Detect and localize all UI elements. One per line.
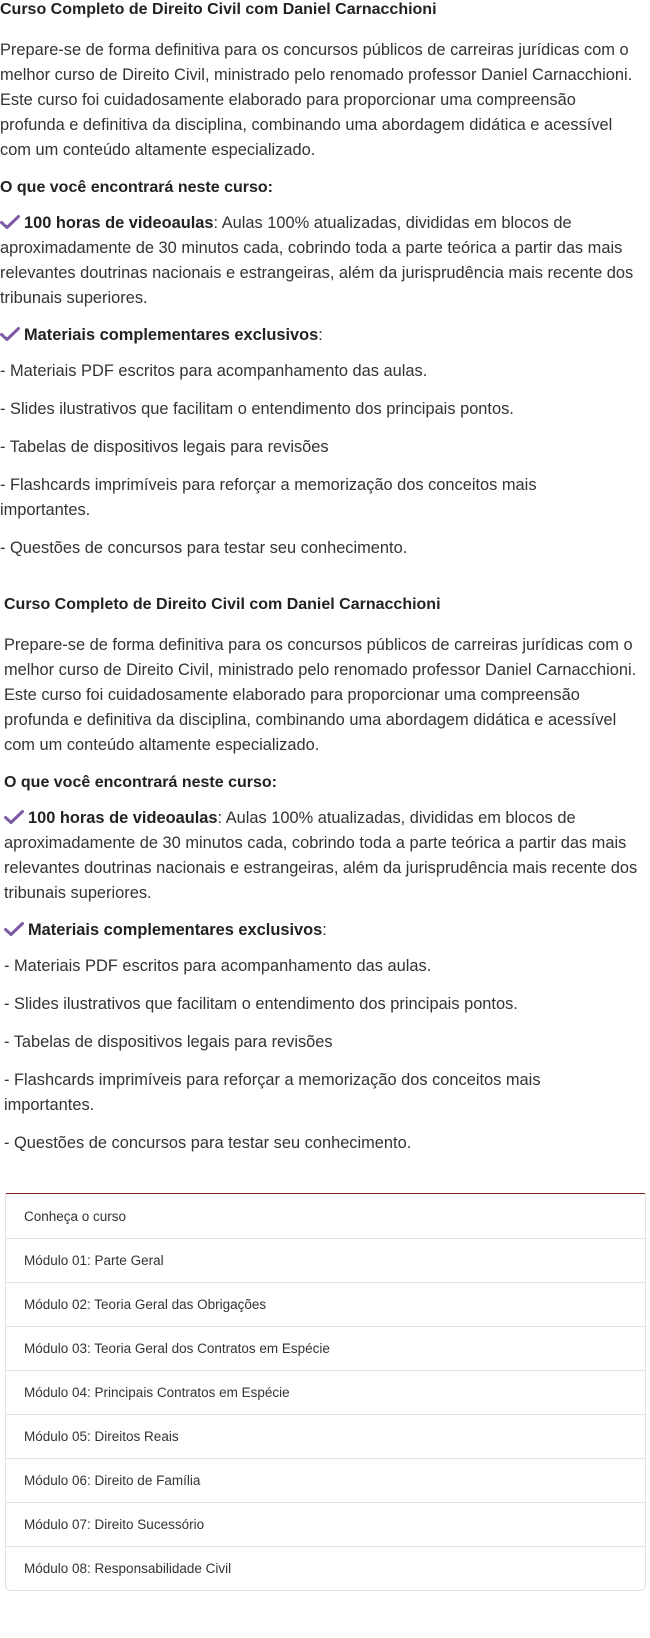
- accordion-item-modulo-01[interactable]: Módulo 01: Parte Geral: [6, 1238, 645, 1282]
- accordion-item-modulo-03[interactable]: Módulo 03: Teoria Geral dos Contratos em Espécie: [6, 1326, 645, 1370]
- list-item: - Questões de concursos para testar seu conhecimento.: [0, 539, 408, 557]
- feature-videoaulas: [4, 806, 649, 906]
- course-intro: Prepare-se de forma definitiva para os concursos públicos de carreiras jurídicas com o melhor curso de Direito Civil, ministrado pelo renomado professor Daniel Carnacchioni. Este curso foi cuidadosamente elaborado para proporcionar uma compreensão profunda e definitiva da disciplina, combinando uma abordagem didática e acessível com um conteúdo altamente especializado.: [0, 41, 633, 159]
- accordion-item-modulo-06[interactable]: Módulo 06: Direito de Família: [6, 1458, 645, 1502]
- feature-materiais: [0, 323, 645, 348]
- accordion-item-modulo-08[interactable]: Módulo 08: Responsabilidade Civil: [6, 1546, 645, 1590]
- feature-videoaulas-title: 100 horas de videoaulas: [24, 214, 214, 232]
- feature-materiais-text: :: [322, 921, 327, 939]
- check-icon: [0, 327, 20, 341]
- course-description-block-2: [0, 595, 650, 1156]
- course-modules-accordion: [5, 1193, 646, 1591]
- course-subheading: O que você encontrará neste curso:: [4, 774, 277, 791]
- course-description-block-1: [0, 0, 650, 561]
- list-item: - Flashcards imprimíveis para reforçar a memorização dos conceitos mais importantes.: [4, 1071, 541, 1114]
- list-item: - Materiais PDF escritos para acompanhamento das aulas.: [0, 362, 428, 380]
- feature-materiais-title: Materiais complementares exclusivos: [24, 326, 319, 344]
- list-item: - Materiais PDF escritos para acompanhamento das aulas.: [4, 957, 432, 975]
- accordion-item-modulo-04[interactable]: Módulo 04: Principais Contratos em Espécie: [6, 1370, 645, 1414]
- feature-videoaulas-title: 100 horas de videoaulas: [28, 809, 218, 827]
- list-item: - Tabelas de dispositivos legais para revisões: [0, 438, 329, 456]
- list-item: - Flashcards imprimíveis para reforçar a memorização dos conceitos mais importantes.: [0, 476, 537, 519]
- accordion-item-modulo-07[interactable]: Módulo 07: Direito Sucessório: [6, 1502, 645, 1546]
- course-intro: Prepare-se de forma definitiva para os concursos públicos de carreiras jurídicas com o melhor curso de Direito Civil, ministrado pelo renomado professor Daniel Carnacchioni. Este curso foi cuidadosamente elaborado para proporcionar uma compreensão profunda e definitiva da disciplina, combinando uma abordagem didática e acessível com um conteúdo altamente especializado.: [4, 636, 637, 754]
- course-title: Curso Completo de Direito Civil com Daniel Carnacchioni: [4, 596, 441, 613]
- list-item: - Tabelas de dispositivos legais para revisões: [4, 1033, 333, 1051]
- list-item: - Slides ilustrativos que facilitam o entendimento dos principais pontos.: [4, 995, 518, 1013]
- list-item: - Slides ilustrativos que facilitam o entendimento dos principais pontos.: [0, 400, 514, 418]
- check-icon: [4, 922, 24, 936]
- course-subheading: O que você encontrará neste curso:: [0, 179, 273, 196]
- accordion-item-modulo-02[interactable]: Módulo 02: Teoria Geral das Obrigações: [6, 1282, 645, 1326]
- accordion-item-modulo-05[interactable]: Módulo 05: Direitos Reais: [6, 1414, 645, 1458]
- feature-videoaulas-text: : Aulas 100% atualizadas, divididas em blocos de aproximadamente de 30 minutos cada, cobrindo toda a parte teórica a partir das mais relevantes doutrinas nacionais e estrangeiras, além da jurisprudência mais recente dos tribunais superiores.: [4, 809, 638, 902]
- feature-materiais-text: :: [318, 326, 323, 344]
- feature-videoaulas: [0, 211, 645, 311]
- course-title: Curso Completo de Direito Civil com Daniel Carnacchioni: [0, 1, 437, 18]
- check-icon: [0, 215, 20, 229]
- feature-materiais: [4, 918, 649, 943]
- list-item: - Questões de concursos para testar seu conhecimento.: [4, 1134, 412, 1152]
- feature-materiais-title: Materiais complementares exclusivos: [28, 921, 323, 939]
- feature-videoaulas-text: : Aulas 100% atualizadas, divididas em blocos de aproximadamente de 30 minutos cada, cobrindo toda a parte teórica a partir das mais relevantes doutrinas nacionais e estrangeiras, além da jurisprudência mais recente dos tribunais superiores.: [0, 214, 634, 307]
- accordion-item-conheca-o-curso[interactable]: Conheça o curso: [24, 1208, 127, 1224]
- check-icon: [4, 810, 24, 824]
